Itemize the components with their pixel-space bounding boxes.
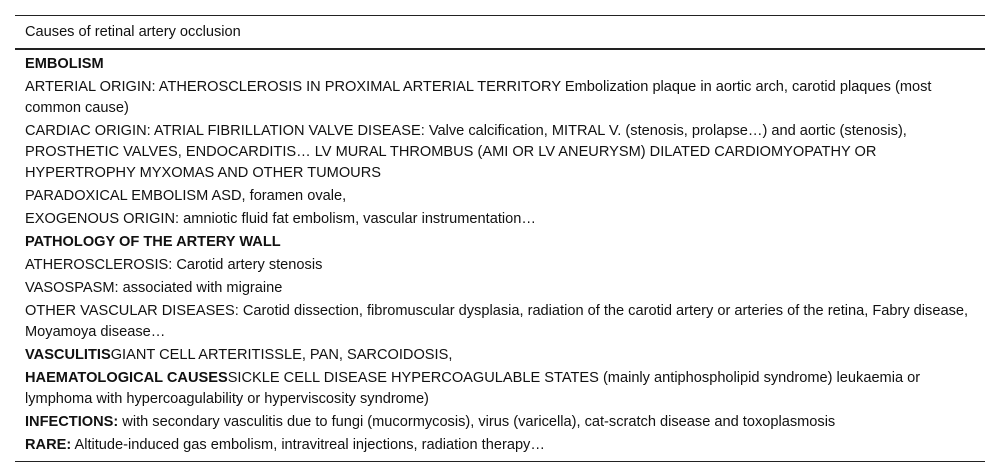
- table-row: [25, 186, 975, 207]
- table-row: [25, 77, 975, 119]
- row-text: Altitude-induced gas embolism, intravitreal injections, radiation therapy…: [71, 437, 545, 453]
- table-row: [25, 301, 975, 343]
- table-row: [25, 435, 975, 456]
- row-text: EXOGENOUS ORIGIN: amniotic fluid fat embolism, vascular instrumentation…: [25, 211, 536, 227]
- causes-table: [15, 15, 985, 462]
- table-row: [25, 345, 975, 366]
- row-text: CARDIAC ORIGIN: ATRIAL FIBRILLATION VALVE DISEASE: Valve calcification, MITRAL V. (stenosis, prolapse…) and aortic (stenosis), PROSTHETIC VALVES, ENDOCARDITIS… LV MURAL THROMBUS (AMI OR LV ANEURYSM) DILATED CARDIOMYOPATHY OR HYPERTROPHY MYXOMAS AND OTHER TUMOURS: [25, 123, 907, 181]
- row-text: ATHEROSCLEROSIS: Carotid artery stenosis: [25, 257, 323, 273]
- row-heading: EMBOLISM: [25, 56, 104, 72]
- table-row: [25, 255, 975, 276]
- table-header: Causes of retinal artery occlusion: [15, 16, 985, 50]
- table-row: [25, 278, 975, 299]
- row-heading: INFECTIONS:: [25, 414, 119, 430]
- row-text: SICKLE CELL DISEASE HYPERCOAGULABLE STATES (mainly antiphospholipid syndrome) leukaemia or lymphoma with hypercoagulability or hyperviscosity syndrome): [25, 370, 921, 407]
- row-text: OTHER VASCULAR DISEASES: Carotid dissection, fibromuscular dysplasia, radiation of the carotid artery or arteries of the retina, Fabry disease, Moyamoya disease…: [25, 303, 969, 340]
- row-text: VASOSPASM: associated with migraine: [25, 280, 283, 296]
- row-text: ARTERIAL ORIGIN: ATHEROSCLEROSIS IN PROXIMAL ARTERIAL TERRITORY Embolization plaque in aortic arch, carotid plaques (most common cause): [25, 79, 932, 116]
- table-row: [25, 54, 975, 75]
- row-text: with secondary vasculitis due to fungi (mucormycosis), virus (varicella), cat-scratch disease and toxoplasmosis: [118, 414, 836, 430]
- table-row: [25, 232, 975, 253]
- row-heading: HAEMATOLOGICAL CAUSES: [25, 370, 228, 386]
- row-heading: VASCULITIS: [25, 347, 111, 363]
- table-row: [25, 209, 975, 230]
- table-row: [25, 412, 975, 433]
- table-row: [25, 368, 975, 410]
- row-text: GIANT CELL ARTERITISSLE, PAN, SARCOIDOSIS,: [110, 347, 453, 363]
- table-row: [25, 121, 975, 184]
- row-heading: RARE:: [25, 437, 72, 453]
- table-body: [15, 50, 985, 462]
- row-text: PARADOXICAL EMBOLISM ASD, foramen ovale,: [25, 188, 347, 204]
- row-heading: PATHOLOGY OF THE ARTERY WALL: [25, 234, 281, 250]
